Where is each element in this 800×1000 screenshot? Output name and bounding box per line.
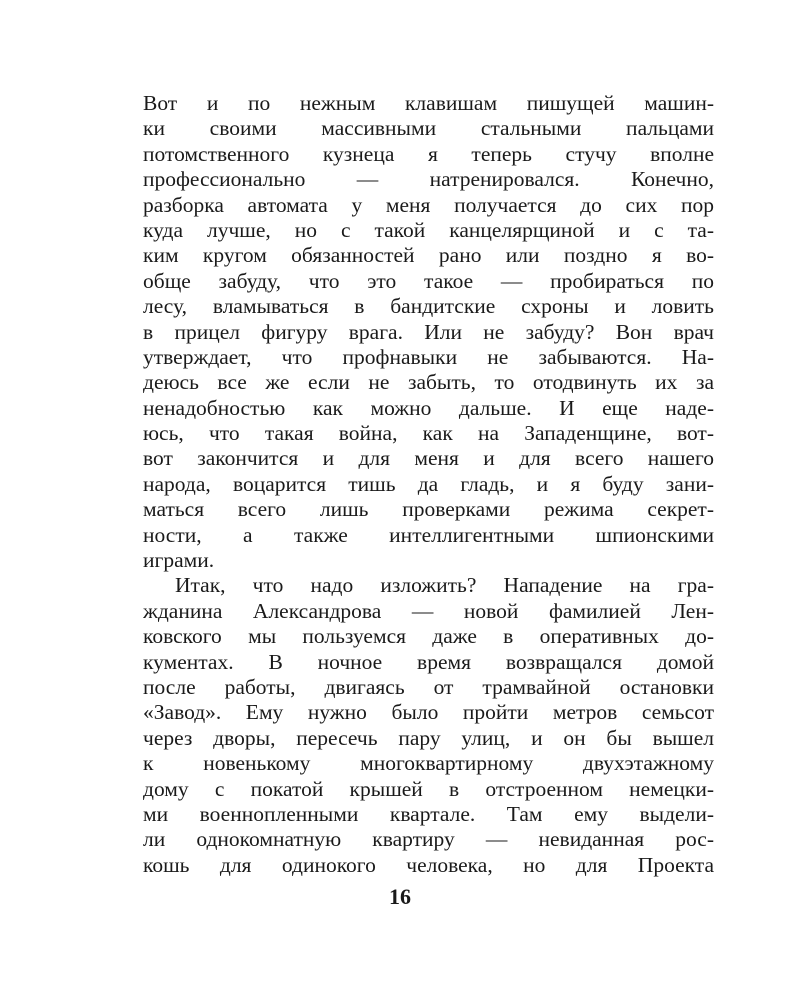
text-line: юсь, что такая война, как на Западенщине, вот- bbox=[143, 421, 714, 446]
text-line: утверждает, что профнавыки не забываются. На- bbox=[143, 344, 714, 369]
text-line: ким кругом обязанностей рано или поздно я во- bbox=[143, 243, 714, 268]
text-line: ковского мы пользуемся даже в оперативных до- bbox=[143, 624, 714, 649]
page-number: 16 bbox=[389, 884, 411, 909]
text-line: Итак, что надо изложить? Нападение на гра- bbox=[175, 573, 714, 598]
text-line: ненадобностью как можно дальше. И еще наде- bbox=[143, 395, 714, 420]
text-line: обще забуду, что это такое — пробираться по bbox=[143, 268, 714, 293]
text-line: кументах. В ночное время возвращался домой bbox=[143, 649, 714, 674]
text-line: жданина Александрова — новой фамилией Лен- bbox=[143, 598, 714, 623]
text-line: Вот и по нежным клавишам пишущей машин- bbox=[143, 91, 714, 115]
text-line: профессионально — натренировался. Конечно, bbox=[143, 167, 714, 192]
text-line: после работы, двигаясь от трамвайной остановки bbox=[143, 674, 714, 699]
text-line: ли однокомнатную квартиру — невиданная рос- bbox=[143, 827, 714, 852]
text-line: ки своими массивными стальными пальцами bbox=[143, 116, 714, 141]
text-line: куда лучше, но с такой канцелярщиной и с та- bbox=[143, 217, 714, 242]
text-line: ми военнопленными квартале. Там ему выдели- bbox=[143, 801, 714, 826]
paragraph-1 bbox=[143, 91, 714, 573]
text-line: к новенькому многоквартирному двухэтажному bbox=[143, 751, 714, 776]
text-line: кошь для одинокого человека, но для Проекта bbox=[143, 852, 714, 877]
text-line: вот закончится и для меня и для всего нашего bbox=[143, 446, 714, 471]
text-line: разборка автомата у меня получается до сих пор bbox=[143, 192, 714, 217]
text-line: ности, а также интеллигентными шпионскими bbox=[143, 522, 714, 547]
text-line: «Завод». Ему нужно было пройти метров семьсот bbox=[143, 700, 714, 725]
text-line: в прицел фигуру врага. Или не забуду? Вон врач bbox=[143, 319, 714, 344]
text-line: играми. bbox=[143, 548, 215, 573]
text-line: через дворы, пересечь пару улиц, и он бы вышел bbox=[143, 725, 714, 750]
book-page-text bbox=[143, 91, 714, 878]
paragraph-2 bbox=[143, 573, 714, 878]
text-line: лесу, вламываться в бандитские схроны и ловить bbox=[143, 294, 714, 319]
text-line: дому с покатой крышей в отстроенном немецки- bbox=[143, 776, 714, 801]
text-line: потомственного кузнеца я теперь стучу вполне bbox=[143, 141, 714, 166]
text-line: маться всего лишь проверками режима секрет- bbox=[143, 497, 714, 522]
text-line: деюсь все же если не забыть, то отодвинуть их за bbox=[143, 370, 714, 395]
text-line: народа, воцарится тишь да гладь, и я буду зани- bbox=[143, 471, 714, 496]
